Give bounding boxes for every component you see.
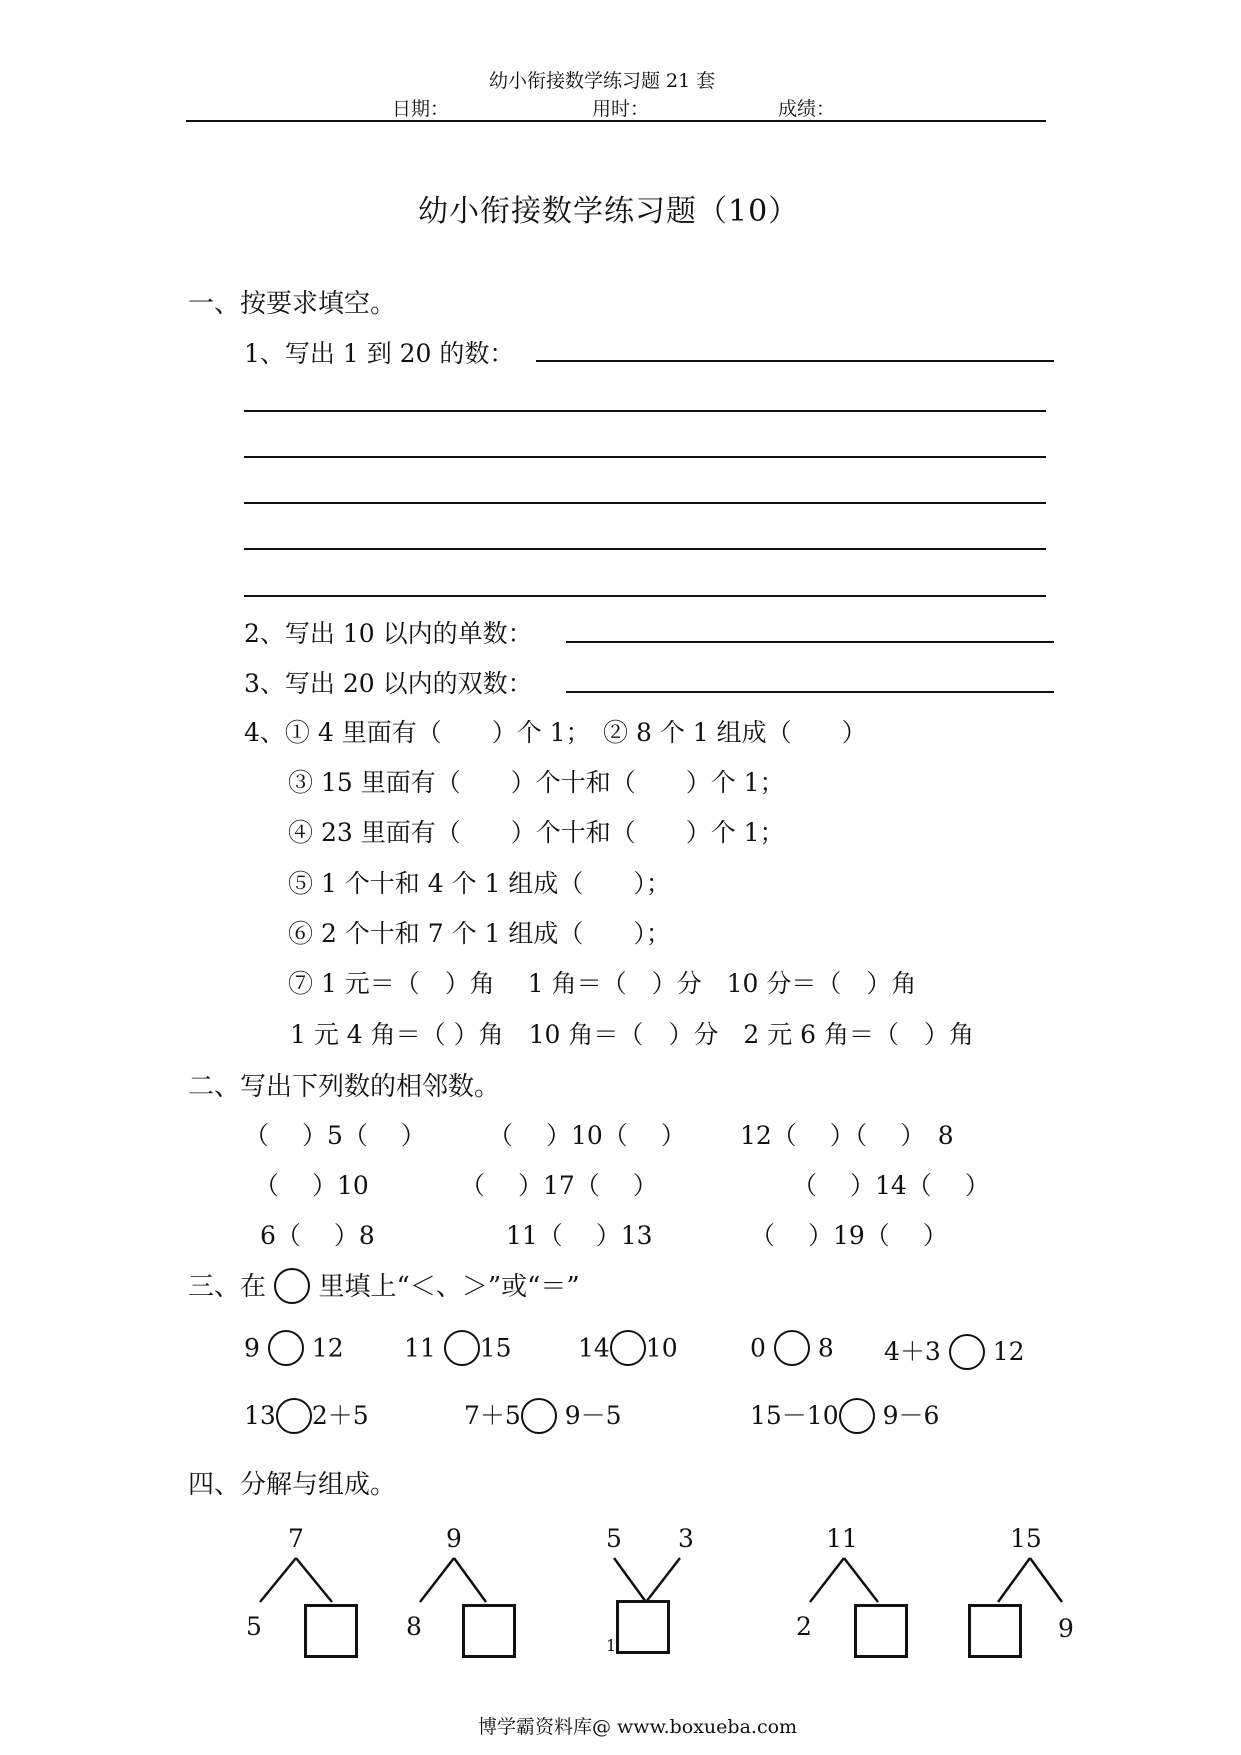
compare-2-circle[interactable] <box>444 1330 480 1366</box>
page-title: 幼小衔接数学练习题（10） <box>418 194 800 229</box>
tree5-right: 9 <box>1058 1614 1074 1643</box>
compare-1 <box>244 1332 344 1368</box>
section3-heading-post: 里填上“＜、＞”或“＝” <box>318 1272 580 1302</box>
tree3-answer-box[interactable] <box>616 1600 670 1654</box>
header-rule <box>186 120 1046 122</box>
compare-3 <box>578 1332 678 1368</box>
q4-line5: ⑥ 2 个十和 7 个 1 组成（ ）； <box>288 919 671 948</box>
q1-answer-line-6[interactable] <box>244 595 1046 597</box>
compare-3-left: 14 <box>578 1333 610 1363</box>
compare-4-circle[interactable] <box>774 1330 810 1366</box>
tree1-answer-box[interactable] <box>304 1604 358 1658</box>
score-label: 成绩： <box>778 98 836 120</box>
neighbor-r1c3: 12（ ）（ ） 8 <box>740 1121 954 1150</box>
compare-3-circle[interactable] <box>610 1330 646 1366</box>
compare-6-left: 13 <box>244 1401 276 1430</box>
tree1-top: 7 <box>288 1524 304 1553</box>
q4-line1: 4、① 4 里面有（ ）个 1； ② 8 个 1 组成（ ） <box>244 718 867 747</box>
q1-answer-line-5[interactable] <box>244 548 1046 550</box>
compare-8-circle[interactable] <box>839 1398 875 1434</box>
circle-icon <box>274 1268 310 1304</box>
compare-4-left: 0 <box>750 1333 766 1363</box>
compare-1-circle[interactable] <box>268 1330 304 1366</box>
compare-6-circle[interactable] <box>276 1398 312 1434</box>
compare-7 <box>464 1396 622 1436</box>
q2-answer-line[interactable] <box>566 641 1054 643</box>
date-label: 日期： <box>392 98 450 120</box>
compare-5-left: 4＋3 <box>884 1337 941 1366</box>
q3-answer-line[interactable] <box>566 691 1054 693</box>
tree5-top: 15 <box>1010 1524 1042 1553</box>
tree5-branch <box>994 1556 1094 1606</box>
section2-heading: 二、写出下列数的相邻数。 <box>188 1072 501 1102</box>
section3-heading-pre: 三、在 <box>188 1272 267 1302</box>
q1-answer-line-4[interactable] <box>244 502 1046 504</box>
tree4-answer-box[interactable] <box>854 1604 908 1658</box>
q4-line2: ③ 15 里面有（ ）个十和（ ）个 1； <box>288 768 785 797</box>
compare-4 <box>750 1332 834 1368</box>
tree3-branch <box>610 1556 710 1606</box>
neighbor-r3c3: （ ）19（ ） <box>750 1221 948 1250</box>
q1-answer-line-2[interactable] <box>244 410 1046 412</box>
compare-2-right: 15 <box>479 1333 512 1363</box>
neighbor-r2c3: （ ）14（ ） <box>792 1171 990 1200</box>
q1-label: 1、写出 1 到 20 的数： <box>244 339 515 368</box>
tree4-left: 2 <box>796 1612 812 1641</box>
compare-8 <box>750 1396 939 1436</box>
compare-7-right: 9－5 <box>564 1401 622 1430</box>
tree2-top: 9 <box>446 1524 462 1553</box>
compare-4-right: 8 <box>817 1333 834 1363</box>
tree4-top: 11 <box>826 1524 858 1553</box>
q2-label: 2、写出 10 以内的单数： <box>244 619 533 648</box>
compare-5 <box>884 1332 1025 1372</box>
q1-answer-line[interactable] <box>536 360 1054 362</box>
q4-line4: ⑤ 1 个十和 4 个 1 组成（ ）； <box>288 869 671 898</box>
tree1-branch <box>258 1556 358 1606</box>
neighbor-r3c2: 11（ ）13 <box>506 1221 653 1250</box>
compare-1-left: 9 <box>244 1333 260 1363</box>
tree2-left: 8 <box>406 1612 422 1641</box>
neighbor-r3c1: 6（ ）8 <box>260 1221 375 1250</box>
compare-3-right: 10 <box>645 1333 678 1363</box>
q4-line7: 1 元 4 角＝（ ）角 10 角＝（ ）分 2 元 6 角＝（ ）角 <box>290 1020 975 1049</box>
compare-5-right: 12 <box>992 1337 1025 1366</box>
neighbor-r1c1: （ ）5（ ） <box>244 1121 426 1150</box>
tree4-branch <box>808 1556 908 1606</box>
compare-8-right: 9－6 <box>882 1401 940 1430</box>
tree3-right-top: 3 <box>678 1524 694 1553</box>
tree2-branch <box>418 1556 518 1606</box>
compare-2-left: 11 <box>404 1333 436 1363</box>
compare-8-left: 15－10 <box>750 1401 839 1430</box>
tree2-answer-box[interactable] <box>462 1604 516 1658</box>
time-label: 用时： <box>592 98 650 120</box>
q4-line6: ⑦ 1 元＝（ ）角 1 角＝（ ）分 10 分＝（ ）角 <box>288 969 917 998</box>
series-title: 幼小衔接数学练习题 21 套 <box>489 70 716 92</box>
q1-answer-line-3[interactable] <box>244 456 1046 458</box>
tree5-answer-box[interactable] <box>968 1604 1022 1658</box>
compare-7-circle[interactable] <box>521 1398 557 1434</box>
section1-heading: 一、按要求填空。 <box>188 289 397 319</box>
footer-watermark: 博学霸资料库@ www.boxueba.com <box>478 1716 798 1738</box>
neighbor-r1c2: （ ）10（ ） <box>488 1121 686 1150</box>
tree1-left: 5 <box>246 1612 262 1641</box>
compare-2 <box>404 1332 512 1368</box>
neighbor-r2c2: （ ）17（ ） <box>460 1171 658 1200</box>
compare-7-left: 7＋5 <box>464 1401 521 1430</box>
neighbor-r2c1: （ ）10 <box>254 1171 369 1200</box>
q4-line3: ④ 23 里面有（ ）个十和（ ）个 1； <box>288 818 785 847</box>
compare-6 <box>244 1396 369 1436</box>
compare-5-circle[interactable] <box>949 1334 985 1370</box>
q3-label: 3、写出 20 以内的双数： <box>244 669 533 698</box>
section3-heading <box>188 1266 580 1306</box>
page-number: 1 <box>606 1636 617 1655</box>
compare-6-right: 2＋5 <box>311 1401 369 1430</box>
section4-heading: 四、分解与组成。 <box>188 1470 397 1500</box>
compare-1-right: 12 <box>311 1333 344 1363</box>
tree3-left-top: 5 <box>606 1524 622 1553</box>
